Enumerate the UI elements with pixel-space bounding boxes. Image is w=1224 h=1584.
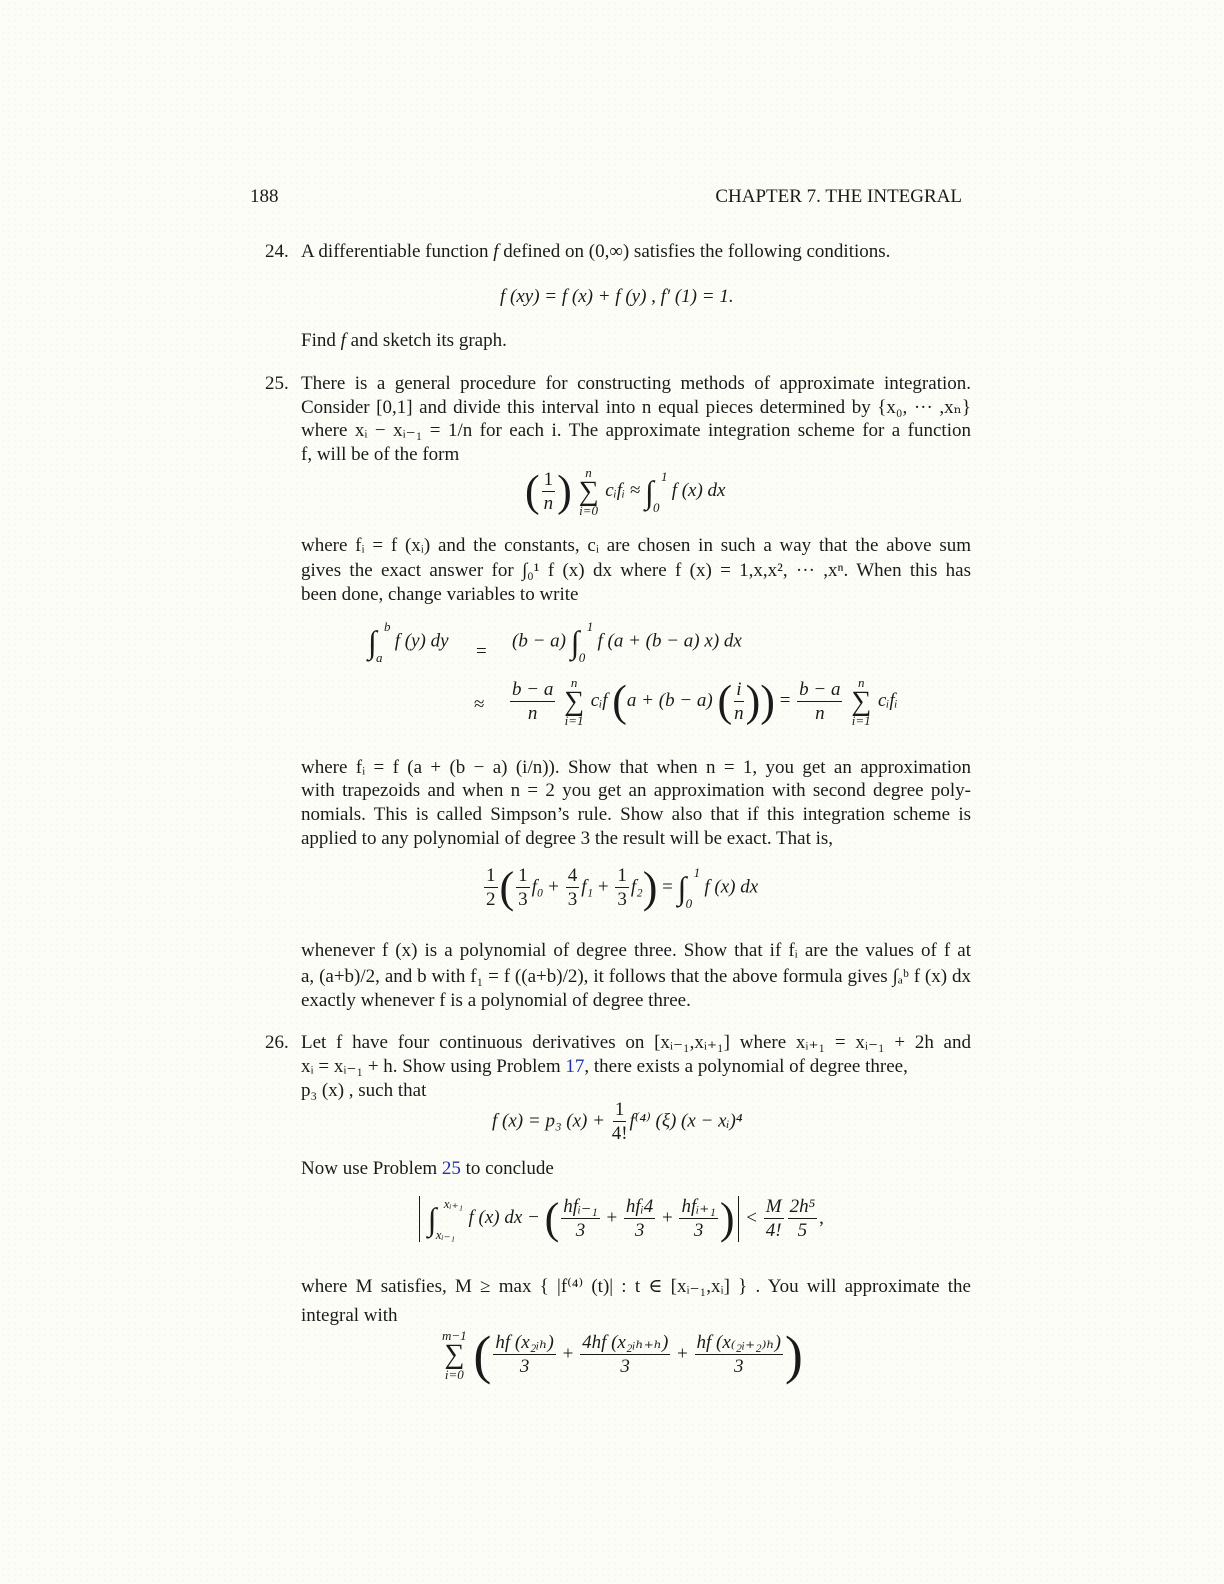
paren: ) — [642, 863, 658, 912]
approx-sign: ≈ — [474, 694, 485, 715]
remainder: f⁽⁴⁾ (ξ) (x − xᵢ)⁴ — [629, 1110, 743, 1132]
p25-line: whenever f (x) is a polynomial of degree three. Show that if fᵢ are the values of f at — [301, 940, 971, 961]
p25-line: exactly whenever f is a polynomial of degree three. — [301, 990, 691, 1011]
argument: a + (b − a) — [626, 689, 713, 711]
p26-composite-simpson-sum — [440, 1325, 803, 1385]
integrand: f (x) dx − — [468, 1207, 540, 1229]
fraction: $\frac{1}{2}$ — [486, 865, 496, 910]
p25-line: where fᵢ = f (a + (b − a) (i/n)). Show that when n = 1, you get an approximation — [301, 757, 971, 778]
plus-sign: + — [606, 1207, 618, 1229]
equals-sign: = — [662, 876, 673, 898]
paren: ) — [557, 466, 572, 516]
p26-line — [301, 1057, 971, 1076]
problem-24-equation: f (xy) = f (x) + f (y) , f′ (1) = 1. — [500, 286, 734, 307]
plus-sign: + — [597, 876, 609, 898]
text: and sketch its graph. — [345, 330, 507, 351]
fraction: $\frac{\text{hf (x₂ᵢₕ)}}{3}$ — [495, 1332, 554, 1377]
paren: ( — [499, 863, 515, 912]
fraction: $\frac{b - a}{n}$ — [799, 678, 841, 724]
p26-line: integral with — [301, 1305, 398, 1326]
fraction: $\frac{1}{3}$ — [617, 865, 627, 910]
p25-line: been done, change variables to write — [301, 584, 579, 605]
p26-line: where M satisfies, M ≥ max { |f⁽⁴⁾ (t)| : t ∈ [xᵢ₋₁,xᵢ] } . You will approximate the — [301, 1276, 971, 1297]
paren: ( — [544, 1194, 560, 1243]
var-f: f — [493, 241, 499, 262]
summation: n ∑ i=0 — [578, 465, 599, 519]
problem-25-number: 25. — [265, 373, 289, 394]
lhs: f (x) = p₃ (x) + — [492, 1110, 605, 1132]
problem-26-number: 26. — [265, 1032, 289, 1053]
sum-body: cᵢfᵢ — [877, 689, 898, 711]
paren: ( — [473, 1325, 492, 1385]
p25-line: a, (a+b)/2, and b with f₁ = f ((a+b)/2), it follows that the above formula gives ∫ₐᵇ f (x) dx — [301, 966, 971, 987]
p25-line: nomials. This is called Simpson’s rule. Show also that if this integration scheme is — [301, 804, 971, 825]
term: f₀ — [531, 876, 544, 898]
fraction: $\frac{4}{3}$ — [567, 865, 578, 910]
paren: ( — [717, 676, 733, 726]
fraction: $\frac{\text{hf (x₍₂ᵢ₊₂₎ₕ)}}{3}$ — [696, 1332, 781, 1377]
term: f₁ — [581, 876, 594, 898]
text: A differentiable function — [301, 241, 494, 262]
p25-line: There is a general procedure for constructing methods of approximate integration. — [301, 373, 971, 394]
integrand: f (y) dy — [394, 630, 449, 652]
integrand: f (x) dx — [671, 479, 726, 501]
term: f₂ — [630, 876, 643, 898]
text: , there exists a polynomial of degree three, — [584, 1056, 908, 1077]
problem-24-statement — [301, 242, 890, 261]
fraction: $\frac{\text{4hf (x₂ᵢₕ₊ₕ)}}{3}$ — [582, 1332, 669, 1377]
p25-cov-row-2 — [508, 676, 898, 727]
fraction: $\frac{b - a}{n}$ — [512, 678, 554, 724]
sum-body: cᵢfᵢ ≈ — [605, 479, 641, 501]
text: Now use Problem — [301, 1158, 442, 1179]
factor: (b − a) — [512, 630, 566, 652]
var-f: f — [340, 330, 346, 351]
p26-error-bound — [416, 1196, 824, 1242]
plus-sign: + — [548, 876, 560, 898]
p25-line: applied to any polynomial of degree 3 the result will be exact. That is, — [301, 828, 834, 849]
fraction: $\frac{\text{hfᵢ4}}{3}$ — [625, 1196, 654, 1241]
p26-line: Let f have four continuous derivatives on [xᵢ₋₁,xᵢ₊₁] where xᵢ₊₁ = xᵢ₋₁ + 2h and — [301, 1032, 971, 1053]
fraction: $\frac{M}{4!}$ — [765, 1196, 782, 1241]
comma: , — [819, 1207, 824, 1229]
paren: ) — [784, 1325, 803, 1385]
p25-cov-row-1-lhs — [368, 619, 449, 665]
sum-body: cᵢf — [590, 689, 608, 711]
p25-cov-row-1-rhs — [512, 619, 742, 665]
paren: ( — [525, 466, 540, 516]
p25-line: with trapezoids and when n = 2 you get an approximation with second degree poly- — [301, 780, 971, 801]
p25-line: where fᵢ = f (xᵢ) and the constants, cᵢ are chosen in such a way that the above sum — [301, 535, 971, 556]
equals-sign: = — [476, 641, 487, 662]
chapter-title: CHAPTER 7. THE INTEGRAL — [715, 186, 962, 207]
fraction: $\frac{i}{n}$ — [734, 678, 744, 724]
p25-simpson-equation — [482, 863, 759, 912]
p25-line: where xᵢ − xᵢ₋₁ = 1/n for each i. The approximate integration scheme for a function — [301, 420, 971, 441]
integrand: f (x) dx — [704, 876, 759, 898]
paren: ) — [760, 676, 775, 726]
p26-taylor-equation — [492, 1100, 743, 1144]
plus-sign: + — [677, 1343, 688, 1365]
summation: n ∑ i=1 — [851, 675, 872, 729]
plus-sign: + — [661, 1207, 673, 1229]
p25-line: f, will be of the form — [301, 444, 460, 465]
integrand: f (a + (b − a) x) dx — [597, 630, 742, 652]
integral: ∫ 1 0 — [677, 865, 701, 911]
fraction: $\frac{\text{hfᵢ₋₁}}{3}$ — [563, 1196, 598, 1241]
paren: ) — [719, 1194, 735, 1243]
integral: ∫ b a — [368, 619, 391, 665]
problem-24-number: 24. — [265, 241, 289, 262]
summation: n ∑ i=1 — [564, 675, 585, 729]
fraction: $\frac{1}{3}$ — [518, 865, 528, 910]
integral: ∫ 1 0 — [644, 468, 668, 515]
fraction: $\frac{1}{4!}$ — [611, 1099, 628, 1144]
abs-bar — [738, 1196, 739, 1242]
problem-25-link[interactable]: 25 — [441, 1158, 461, 1179]
paren: ( — [612, 676, 627, 726]
integral: ∫ 1 0 — [570, 619, 594, 665]
equals-sign: = — [779, 689, 791, 711]
text: Find — [301, 330, 341, 351]
summation: m−1 ∑ i=0 — [442, 1328, 467, 1382]
problem-24-task — [301, 331, 507, 350]
p26-line: p₃ (x) , such that — [301, 1080, 427, 1101]
p26-line — [301, 1159, 554, 1178]
p25-equation-1 — [525, 466, 726, 517]
paren: ) — [745, 676, 761, 726]
less-than-sign: < — [746, 1207, 757, 1229]
fraction: $\frac{\text{2h⁵}}{5}$ — [789, 1196, 816, 1241]
integral: ∫ xᵢ₊₁ xᵢ₋₁ — [427, 1196, 463, 1242]
text: defined on (0,∞) satisfies the following conditions. — [498, 241, 891, 262]
p25-line: gives the exact answer for ∫₀¹ f (x) dx where f (x) = 1,x,x², ··· ,xⁿ. When this has — [301, 560, 971, 581]
fraction: $\frac{1}{n}$ — [543, 468, 554, 514]
text: xᵢ = xᵢ₋₁ + h. Show using Problem — [301, 1056, 566, 1077]
plus-sign: + — [562, 1343, 574, 1365]
abs-bar — [419, 1196, 420, 1242]
fraction: $\frac{\text{hfᵢ₊₁}}{3}$ — [681, 1196, 716, 1241]
p25-line: Consider [0,1] and divide this interval into n equal pieces determined by {x₀, ··· ,xₙ} — [301, 397, 971, 418]
page-number: 188 — [250, 186, 279, 207]
problem-17-link[interactable]: 17 — [565, 1056, 585, 1077]
text: to conclude — [460, 1158, 554, 1179]
